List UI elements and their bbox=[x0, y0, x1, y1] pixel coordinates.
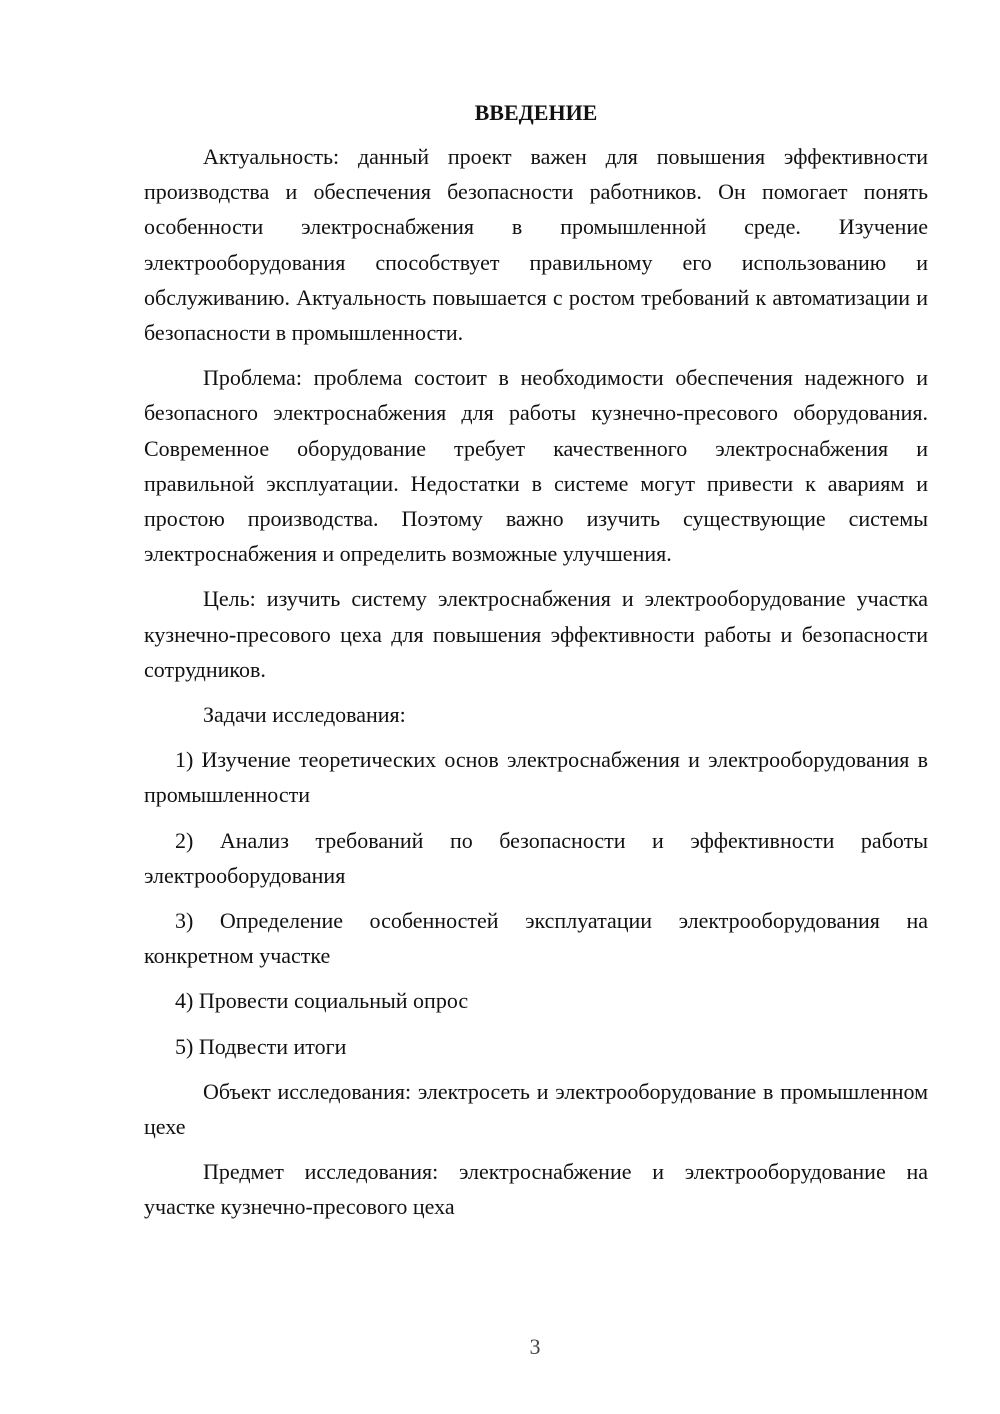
page-number: 3 bbox=[529, 1334, 541, 1359]
relevance-paragraph: Актуальность: данный проект важен для повышения эффективности производства и обеспечения безопасности работников. Он помогает понять особенности электроснабжения в промышленной среде. Изучение электрооборудования способствует правильному его использованию и обслуживанию. Актуальность повышается с ростом требований к автоматизации и безопасности в промышленности. bbox=[144, 144, 928, 346]
task-item-1: 1) Изучение теоретических основ электроснабжения и электрооборудования в промышленности bbox=[144, 747, 928, 808]
task-item-2: 2) Анализ требований по безопасности и эффективности работы электрооборудования bbox=[144, 827, 928, 888]
problem-paragraph: Проблема: проблема состоит в необходимости обеспечения надежного и безопасного электроснабжения для работы кузнечно-пресового оборудования. Современное оборудование требует качественного электроснабжения и правильной эксплуатации. Недостатки в системе могут привести к авариям и простою производства. Поэтому важно изучить существующие системы электроснабжения и определить возможные улучшения. bbox=[144, 365, 928, 567]
tasks-heading: Задачи исследования: bbox=[203, 702, 406, 728]
page-title: ВВЕДЕНИЕ bbox=[474, 100, 598, 125]
object-paragraph: Объект исследования: электросеть и электрооборудование в промышленном цехе bbox=[144, 1078, 928, 1140]
goal-paragraph: Цель: изучить систему электроснабжения и электрооборудование участка кузнечно-пресового цеха для повышения эффективности работы и безопасности сотрудников. bbox=[144, 586, 928, 682]
page-content bbox=[144, 95, 928, 1235]
task-item-4: 4) Провести социальный опрос bbox=[175, 988, 469, 1014]
subject-paragraph: Предмет исследования: электроснабжение и электрооборудование на участке кузнечно-пресового цеха bbox=[144, 1159, 928, 1220]
task-item-5: 5) Подвести итоги bbox=[175, 1033, 347, 1059]
task-item-3: 3) Определение особенностей эксплуатации электрооборудования на конкретном участке bbox=[144, 908, 928, 969]
